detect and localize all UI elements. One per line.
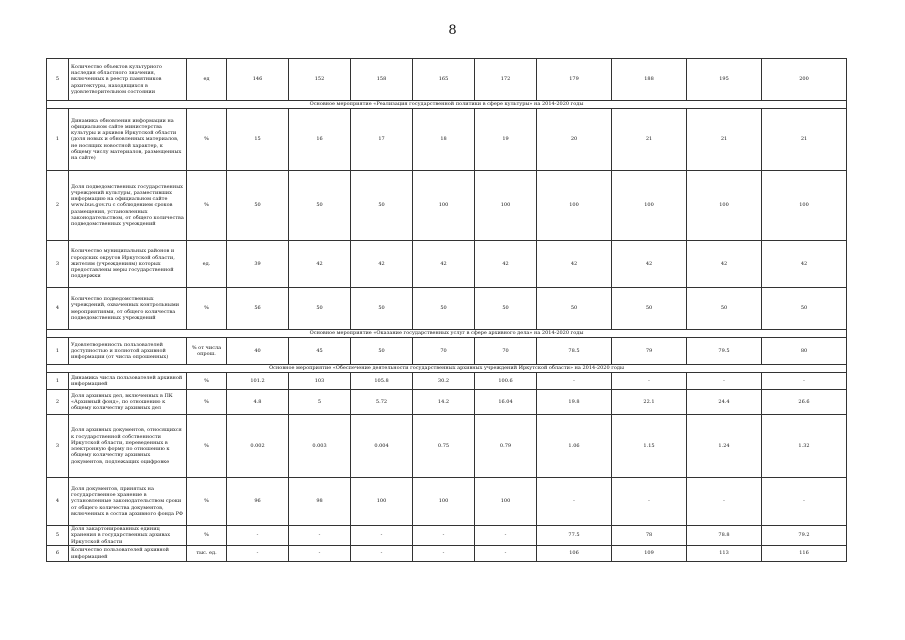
value-cell: 146 [227, 59, 289, 101]
table-row [47, 373, 847, 390]
value-cell: 50 [289, 288, 351, 330]
row-number: 1 [47, 373, 69, 390]
value-cell: 24.4 [687, 390, 762, 415]
value-cell: 100 [351, 478, 413, 526]
value-cell: 100 [687, 171, 762, 241]
value-cell: 50 [351, 171, 413, 241]
table-row [47, 415, 847, 478]
value-cell: 42 [289, 241, 351, 288]
table-row [47, 546, 847, 562]
value-cell: 16 [289, 109, 351, 171]
value-cell: 42 [537, 241, 612, 288]
row-number: 3 [47, 415, 69, 478]
value-cell: 1.24 [687, 415, 762, 478]
value-cell: 0.002 [227, 415, 289, 478]
table-row [47, 241, 847, 288]
row-number: 1 [47, 338, 69, 365]
value-cell: 15 [227, 109, 289, 171]
value-cell: - [537, 478, 612, 526]
value-cell: - [687, 373, 762, 390]
value-cell: - [227, 546, 289, 562]
indicator-name: Количество объектов культурного наследия областного значения, включенных в реестр памятников архитектуры, находящихся в удовлетворительном состоянии [69, 59, 187, 101]
value-cell: 77.5 [537, 526, 612, 546]
value-cell: 42 [351, 241, 413, 288]
value-cell: 19 [475, 109, 537, 171]
value-cell: 0.79 [475, 415, 537, 478]
table-row [47, 526, 847, 546]
value-cell: 200 [762, 59, 847, 101]
value-cell: - [537, 373, 612, 390]
value-cell: 1.32 [762, 415, 847, 478]
value-cell: 100 [475, 478, 537, 526]
indicator-name: Доля подведомственных государственных учреждений культуры, разместивших информацию на официальном сайте www.bus.gov.ru с соблюдением сроков размещения, установленных законодательством, от общего количества подведомственных учреждений [69, 171, 187, 241]
value-cell: 50 [351, 288, 413, 330]
row-number: 2 [47, 171, 69, 241]
value-cell: - [289, 526, 351, 546]
value-cell: 14.2 [413, 390, 475, 415]
indicator-name: Количество муниципальных районов и городских округов Иркутской области, жителям (учреждениям) которых предоставлены меры государственной поддержки [69, 241, 187, 288]
value-cell: 22.1 [612, 390, 687, 415]
table-row [47, 338, 847, 365]
value-cell: 50 [413, 288, 475, 330]
indicator-name: Доля документов, принятых на государственное хранение в установленные законодательством сроки от общего количества документов, включенных в состав архивного фонда РФ [69, 478, 187, 526]
value-cell: - [351, 526, 413, 546]
section-title: Основное мероприятие «Обеспечение деятельности государственных архивных учреждений Иркутской области» на 2014-2020 годы [47, 365, 847, 373]
value-cell: - [351, 546, 413, 562]
value-cell: 4.8 [227, 390, 289, 415]
value-cell: 0.003 [289, 415, 351, 478]
value-cell: 50 [612, 288, 687, 330]
value-cell: 56 [227, 288, 289, 330]
value-cell: 78.8 [687, 526, 762, 546]
unit-cell: % [187, 526, 227, 546]
indicator-name: Количество подведомственных учреждений, охваченных контрольными мероприятиями, от общего количества подведомственных учреждений [69, 288, 187, 330]
value-cell: - [475, 546, 537, 562]
indicator-name: Доля архивных документов, относящихся к государственной собственности Иркутской области, переведенных в электронную форму по отношению к общему количеству архивных документов, подлежащих оцифровке [69, 415, 187, 478]
value-cell: 70 [413, 338, 475, 365]
value-cell: 21 [762, 109, 847, 171]
unit-cell: % [187, 109, 227, 171]
unit-cell: ед. [187, 241, 227, 288]
value-cell: 165 [413, 59, 475, 101]
table-row [47, 390, 847, 415]
value-cell: - [413, 526, 475, 546]
value-cell: 21 [612, 109, 687, 171]
row-number: 3 [47, 241, 69, 288]
value-cell: 18 [413, 109, 475, 171]
section-header-row [47, 330, 847, 338]
value-cell: 158 [351, 59, 413, 101]
section-title: Основное мероприятие «Оказание государственных услуг в сфере архивного дела» на 2014-2020 годы [47, 330, 847, 338]
value-cell: 116 [762, 546, 847, 562]
value-cell: 106 [537, 546, 612, 562]
table-row [47, 109, 847, 171]
value-cell: 40 [227, 338, 289, 365]
value-cell: 79.2 [762, 526, 847, 546]
value-cell: 100 [413, 478, 475, 526]
row-number: 4 [47, 478, 69, 526]
value-cell: 100 [537, 171, 612, 241]
indicator-name: Удовлетворенность пользователей доступностью и полнотой архивной информации (от числа опрошенных) [69, 338, 187, 365]
unit-cell: % [187, 390, 227, 415]
value-cell: 100 [612, 171, 687, 241]
value-cell: - [612, 373, 687, 390]
value-cell: 195 [687, 59, 762, 101]
section-header-row [47, 365, 847, 373]
value-cell: 50 [687, 288, 762, 330]
value-cell: 26.6 [762, 390, 847, 415]
value-cell: 19.8 [537, 390, 612, 415]
section-header-row [47, 101, 847, 109]
value-cell: 5 [289, 390, 351, 415]
unit-cell: ед [187, 59, 227, 101]
value-cell: 50 [351, 338, 413, 365]
row-number: 6 [47, 546, 69, 562]
value-cell: 100 [475, 171, 537, 241]
value-cell: 100 [413, 171, 475, 241]
indicator-name: Количество пользователей архивной информацией [69, 546, 187, 562]
value-cell: 113 [687, 546, 762, 562]
row-number: 5 [47, 526, 69, 546]
value-cell: 172 [475, 59, 537, 101]
row-number: 4 [47, 288, 69, 330]
value-cell: 42 [413, 241, 475, 288]
value-cell: 98 [289, 478, 351, 526]
unit-cell: % [187, 288, 227, 330]
value-cell: 42 [762, 241, 847, 288]
unit-cell: % [187, 171, 227, 241]
indicator-name: Доля архивных дел, включенных в ПК «Архивный фонд», по отношению к общему количеству архивных дел [69, 390, 187, 415]
value-cell: 42 [687, 241, 762, 288]
value-cell: 50 [289, 171, 351, 241]
unit-cell: % [187, 373, 227, 390]
value-cell: 188 [612, 59, 687, 101]
value-cell: 50 [475, 288, 537, 330]
section-title: Основное мероприятие «Реализация государственной политики в сфере культуры» на 2014-2020 годы [47, 101, 847, 109]
row-number: 1 [47, 109, 69, 171]
value-cell: 20 [537, 109, 612, 171]
value-cell: - [289, 546, 351, 562]
page-number: 8 [448, 23, 457, 38]
value-cell: 78 [612, 526, 687, 546]
value-cell: 45 [289, 338, 351, 365]
indicator-name: Динамика числа пользователей архивной информацией [69, 373, 187, 390]
value-cell: 5.72 [351, 390, 413, 415]
value-cell: 80 [762, 338, 847, 365]
value-cell: 21 [687, 109, 762, 171]
table-row [47, 478, 847, 526]
indicator-name: Динамика обновления информации на официальном сайте министерства культуры и архивов Иркутской области (доля новых и обновленных материалов, не носящих новостной характер, к общему числу материалов, размещенных на сайте) [69, 109, 187, 171]
value-cell: 103 [289, 373, 351, 390]
value-cell: 50 [537, 288, 612, 330]
value-cell: 50 [227, 171, 289, 241]
value-cell: 0.75 [413, 415, 475, 478]
indicators-table [46, 58, 847, 562]
value-cell: 100 [762, 171, 847, 241]
row-number: 5 [47, 59, 69, 101]
value-cell: 42 [475, 241, 537, 288]
value-cell: 50 [762, 288, 847, 330]
value-cell: 42 [612, 241, 687, 288]
value-cell: 109 [612, 546, 687, 562]
unit-cell: % от числа опрош. [187, 338, 227, 365]
value-cell: 30.2 [413, 373, 475, 390]
value-cell: 179 [537, 59, 612, 101]
value-cell: 70 [475, 338, 537, 365]
value-cell: 39 [227, 241, 289, 288]
unit-cell: % [187, 415, 227, 478]
table-row [47, 59, 847, 101]
value-cell: - [413, 546, 475, 562]
value-cell: 1.06 [537, 415, 612, 478]
indicator-name: Доля закартонированных единиц хранения в государственных архивах Иркутской области [69, 526, 187, 546]
row-number: 2 [47, 390, 69, 415]
value-cell: 1.15 [612, 415, 687, 478]
value-cell: - [762, 373, 847, 390]
value-cell: - [612, 478, 687, 526]
value-cell: 105.8 [351, 373, 413, 390]
value-cell: 78.5 [537, 338, 612, 365]
value-cell: 0.004 [351, 415, 413, 478]
value-cell: 16.04 [475, 390, 537, 415]
value-cell: 96 [227, 478, 289, 526]
table-row [47, 171, 847, 241]
value-cell: 17 [351, 109, 413, 171]
value-cell: 79 [612, 338, 687, 365]
table-row [47, 288, 847, 330]
value-cell: 100.6 [475, 373, 537, 390]
value-cell: - [687, 478, 762, 526]
unit-cell: тыс. ед. [187, 546, 227, 562]
value-cell: 79.5 [687, 338, 762, 365]
value-cell: - [762, 478, 847, 526]
unit-cell: % [187, 478, 227, 526]
value-cell: - [475, 526, 537, 546]
value-cell: 152 [289, 59, 351, 101]
value-cell: 101.2 [227, 373, 289, 390]
value-cell: - [227, 526, 289, 546]
